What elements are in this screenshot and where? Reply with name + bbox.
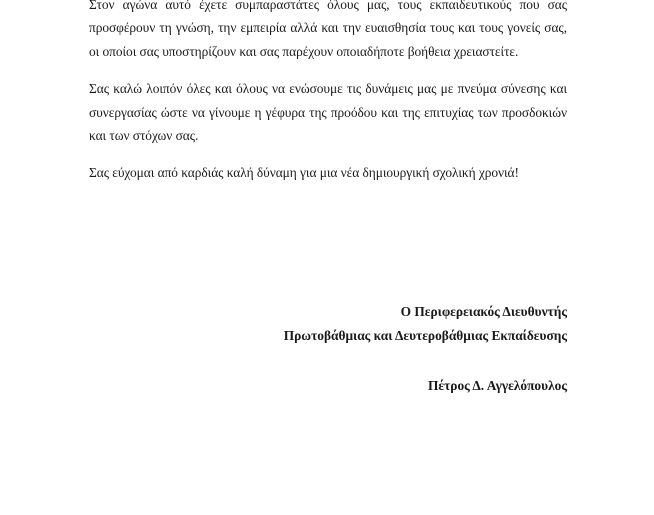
signature-block <box>284 300 567 398</box>
signature-name: Πέτρος Δ. Αγγελόπουλος <box>427 378 567 393</box>
letter-body <box>89 0 567 199</box>
paragraph-support: Στον αγώνα αυτό έχετε συμπαραστάτες όλους μας, τους εκπαιδευτικούς που σας προσφέρουν τη γνώση, την εμπειρία αλλά και την ευαισθησία τους και τους γονείς σας, οι οποίοι σας υποστηρίζουν και σας παρέχουν οποιαδήποτε βοήθεια χρειαστείτε. <box>89 0 567 59</box>
signature-title-line1: Ο Περιφερειακός Διευθυντής <box>400 304 567 319</box>
signature-title-line2: Πρωτοβάθμιας και Δευτεροβάθμιας Εκπαίδευσης <box>283 328 567 343</box>
paragraph-wishes: Σας εύχομαι από καρδιάς καλή δύναμη για μια νέα δημιουργική σχολική χρονιά! <box>89 165 519 181</box>
paragraph-cooperation: Σας καλώ λοιπόν όλες και όλους να ενώσουμε τις δυνάμεις μας με πνεύμα σύνεσης και συνεργασίας ώστε να γίνουμε η γέφυρα της προόδου και της επιτυχίας των προσδοκιών και των στόχων σας. <box>89 81 567 144</box>
signature-spacer <box>284 348 567 374</box>
